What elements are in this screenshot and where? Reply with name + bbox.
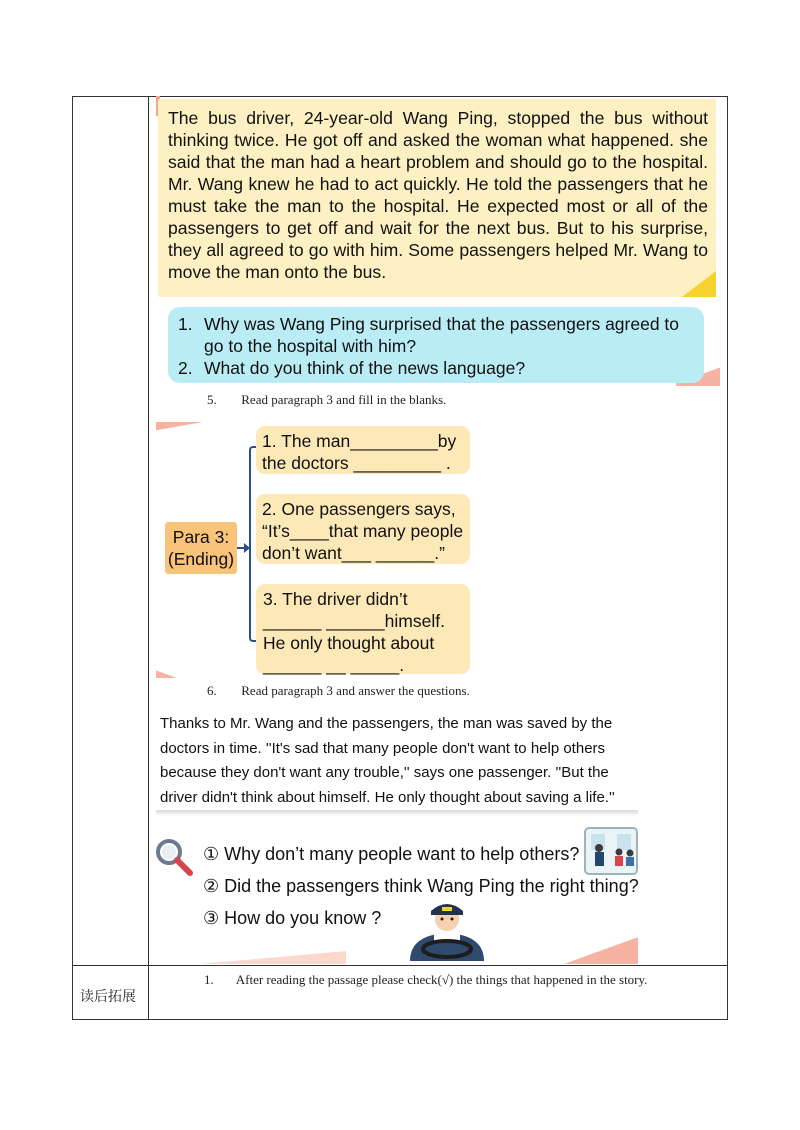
card-line: “It’s____that many people	[262, 521, 464, 541]
para-label-line: (Ending)	[167, 549, 235, 569]
reading-line: driver didn't think about himself. He only thought about saving a life.''	[160, 788, 615, 806]
answer-question-2: ② Did the passengers think Wang Ping the right thing?	[203, 876, 639, 896]
card-line: 3. The driver didn’t	[263, 589, 408, 609]
passage-box	[158, 99, 716, 297]
task-number: 1.	[204, 972, 214, 987]
pink-decoration	[156, 670, 176, 678]
question-text: What do you think of the news language?	[204, 358, 526, 378]
bus-driver-icon	[404, 895, 490, 961]
question-number: 2.	[178, 358, 193, 378]
fill-blank-card-1	[256, 426, 470, 474]
post-reading-task	[180, 971, 720, 988]
table-row-divider	[72, 965, 728, 966]
question-item	[178, 357, 698, 379]
card-line: the doctors _________ .	[262, 453, 451, 473]
task6-instruction	[207, 683, 470, 699]
question-number: 1.	[178, 314, 193, 334]
table-column-divider	[148, 96, 149, 1020]
question-text: Why was Wang Ping surprised that the passengers agreed to go to the hospital with him?	[204, 314, 680, 356]
card-line: 1. The man_________by	[262, 431, 457, 451]
passage-shadow	[156, 810, 638, 816]
answer-question-3: ③ How do you know ?	[203, 908, 382, 928]
pink-decoration	[560, 938, 638, 964]
question-item	[178, 313, 698, 357]
table-border-top	[72, 96, 728, 97]
reading-line: doctors in time. ''It's sad that many people don't want to help others	[160, 739, 606, 757]
card-line: don’t want___ ______.”	[262, 543, 445, 563]
table-border-bottom	[72, 1019, 728, 1020]
para3-label	[165, 522, 237, 574]
task-text: After reading the passage please check(√) the things that happened in the story.	[235, 972, 648, 987]
task-number: 5.	[207, 392, 217, 407]
para-label-line: Para 3:	[172, 527, 230, 547]
passage-text: The bus driver, 24-year-old Wang Ping, stopped the bus without thinking twice. He got off and asked the woman what happened. she said that the man had a heart problem and should go to the hospital. Mr. Wang knew he had to act quickly. He told the passengers that he must take the man to the hospital. He expected most or all of the passengers to get off and wait for the next bus. But to his surprise, they all agreed to go with him. Some passengers helped Mr. Wang to move the man onto the bus.	[168, 108, 708, 282]
pink-decoration	[156, 422, 204, 430]
task-number: 6.	[207, 683, 217, 698]
task5-instruction	[207, 392, 446, 408]
card-line: He only thought about	[263, 633, 435, 653]
magnifier-icon	[156, 836, 194, 876]
reading-line: Thanks to Mr. Wang and the passengers, the man was saved by the	[160, 715, 613, 732]
bus-passengers-icon	[583, 824, 639, 876]
pink-decoration	[156, 948, 346, 964]
table-border-left	[72, 96, 73, 1020]
card-line: 2. One passengers says,	[262, 499, 456, 519]
questions-box	[168, 307, 704, 383]
task-text: Read paragraph 3 and fill in the blanks.	[241, 392, 447, 407]
reading-line: because they don't want any trouble,'' says one passenger. ''But the	[160, 764, 609, 781]
answer-question-1: ① Why don’t many people want to help others?	[203, 844, 580, 864]
fill-blank-card-2	[256, 494, 470, 564]
fill-blank-card-3	[256, 584, 470, 674]
card-line: ______ __ _____.	[263, 655, 405, 675]
reading-passage-2	[160, 712, 640, 810]
card-line: ______ ______himself.	[263, 611, 445, 631]
page-fold-decoration	[682, 271, 716, 297]
row-label-post-reading: 读后拓展	[80, 990, 136, 1005]
questions-list	[178, 313, 698, 379]
task-text: Read paragraph 3 and answer the questions.	[241, 683, 470, 698]
table-border-right	[727, 96, 728, 1020]
